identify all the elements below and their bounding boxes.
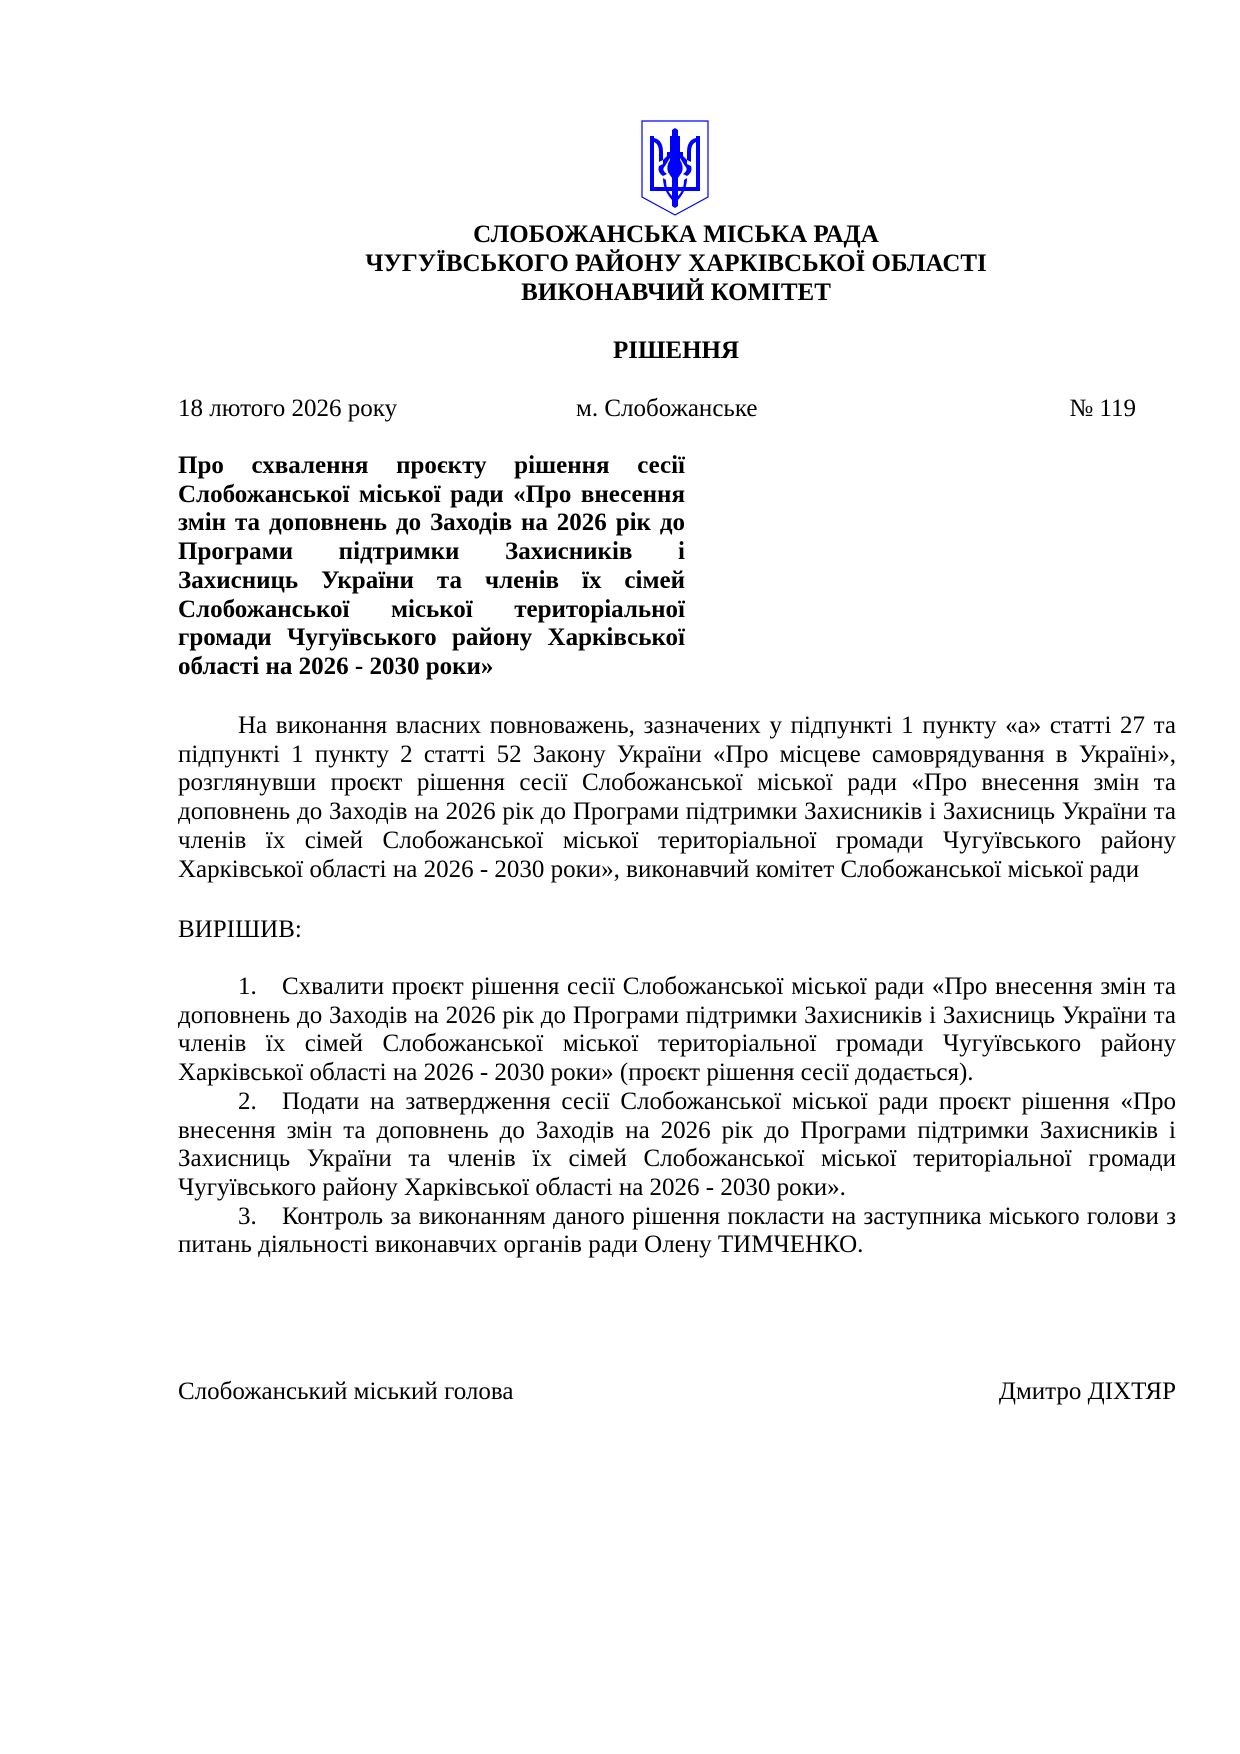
document-date: 18 лютого 2026 року — [178, 395, 398, 422]
decision-item — [178, 1088, 1176, 1203]
date-line — [178, 394, 1176, 424]
coat-of-arms-icon — [641, 120, 709, 216]
item-text: Схвалити проєкт рішення сесії Слобожанської міської ради «Про внесення змін та доповнень до Заходів на 2026 рік до Програми підтримки Захисників і Захисниць України та членів їх сімей Слобожанської міської територіальної громади Чугуївського району Харківської області на 2026 - 2030 роки» (проєкт рішення сесії додається). — [178, 973, 1176, 1087]
resolved-label: ВИРІШИВ: — [178, 916, 302, 943]
document-place: м. Слобожанське — [576, 395, 758, 422]
document-type: РІШЕННЯ — [612, 337, 740, 364]
decision-item — [178, 973, 1176, 1088]
signatory-position: Слобожанський міський голова — [178, 1378, 514, 1405]
preamble — [178, 712, 1176, 884]
preamble-text: На виконання власних повноважень, зазначених у підпункті 1 пункту «а» статті 27 та підпункті 1 пункту 2 статті 52 Закону України «Про місцеве самоврядування в Україні», розглянувши проєкт рішення сесії Слобожанської міської ради «Про внесення змін та доповнень до Заходів на 2026 рік до Програми підтримки Захисників і Захисниць України та членів їх сімей Слобожанської міської територіальної громади Чугуївського району Харківської області на 2026 - 2030 роки», виконавчий комітет Слобожанської міської ради — [178, 712, 1176, 883]
header-line-committee: ВИКОНАВЧИЙ КОМІТЕТ — [521, 279, 831, 306]
header-line-council: СЛОБОЖАНСЬКА МІСЬКА РАДА — [473, 221, 879, 248]
item-number: 2. — [238, 1087, 257, 1115]
document-number: № 119 — [1069, 395, 1136, 422]
issuer-header — [0, 220, 1240, 307]
decision-subject: Про схвалення проєкту рішення сесії Слобожанської міської ради «Про внесення змін та доповнень до Заходів на 2026 рік до Програми підтримки Захисників і Захисниць України та членів їх сімей Слобожанської міської територіальної громади Чугуївського району Харківської області на 2026 - 2030 роки» — [178, 452, 685, 680]
item-text: Подати на затвердження сесії Слобожанської міської ради проєкт рішення «Про внесення змін та доповнень до Заходів на 2026 рік до Програми підтримки Захисників і Захисниць України та членів їх сімей Слобожанської міської територіальної громади Чугуївського району Харківської області на 2026 - 2030 роки». — [178, 1087, 1176, 1201]
header-line-region: ЧУГУЇВСЬКОГО РАЙОНУ ХАРКІВСЬКОЇ ОБЛАСТІ — [365, 250, 987, 277]
item-text: Контроль за виконанням даного рішення покласти на заступника міського голови з питань діяльності виконавчих органів ради Олену ТИМЧЕНКО. — [178, 1202, 1176, 1259]
decision-items — [178, 973, 1176, 1260]
item-number: 3. — [238, 1202, 257, 1230]
item-number: 1. — [238, 973, 257, 1000]
signatory-name: Дмитро ДІХТЯР — [998, 1378, 1176, 1405]
decision-item — [178, 1203, 1176, 1260]
